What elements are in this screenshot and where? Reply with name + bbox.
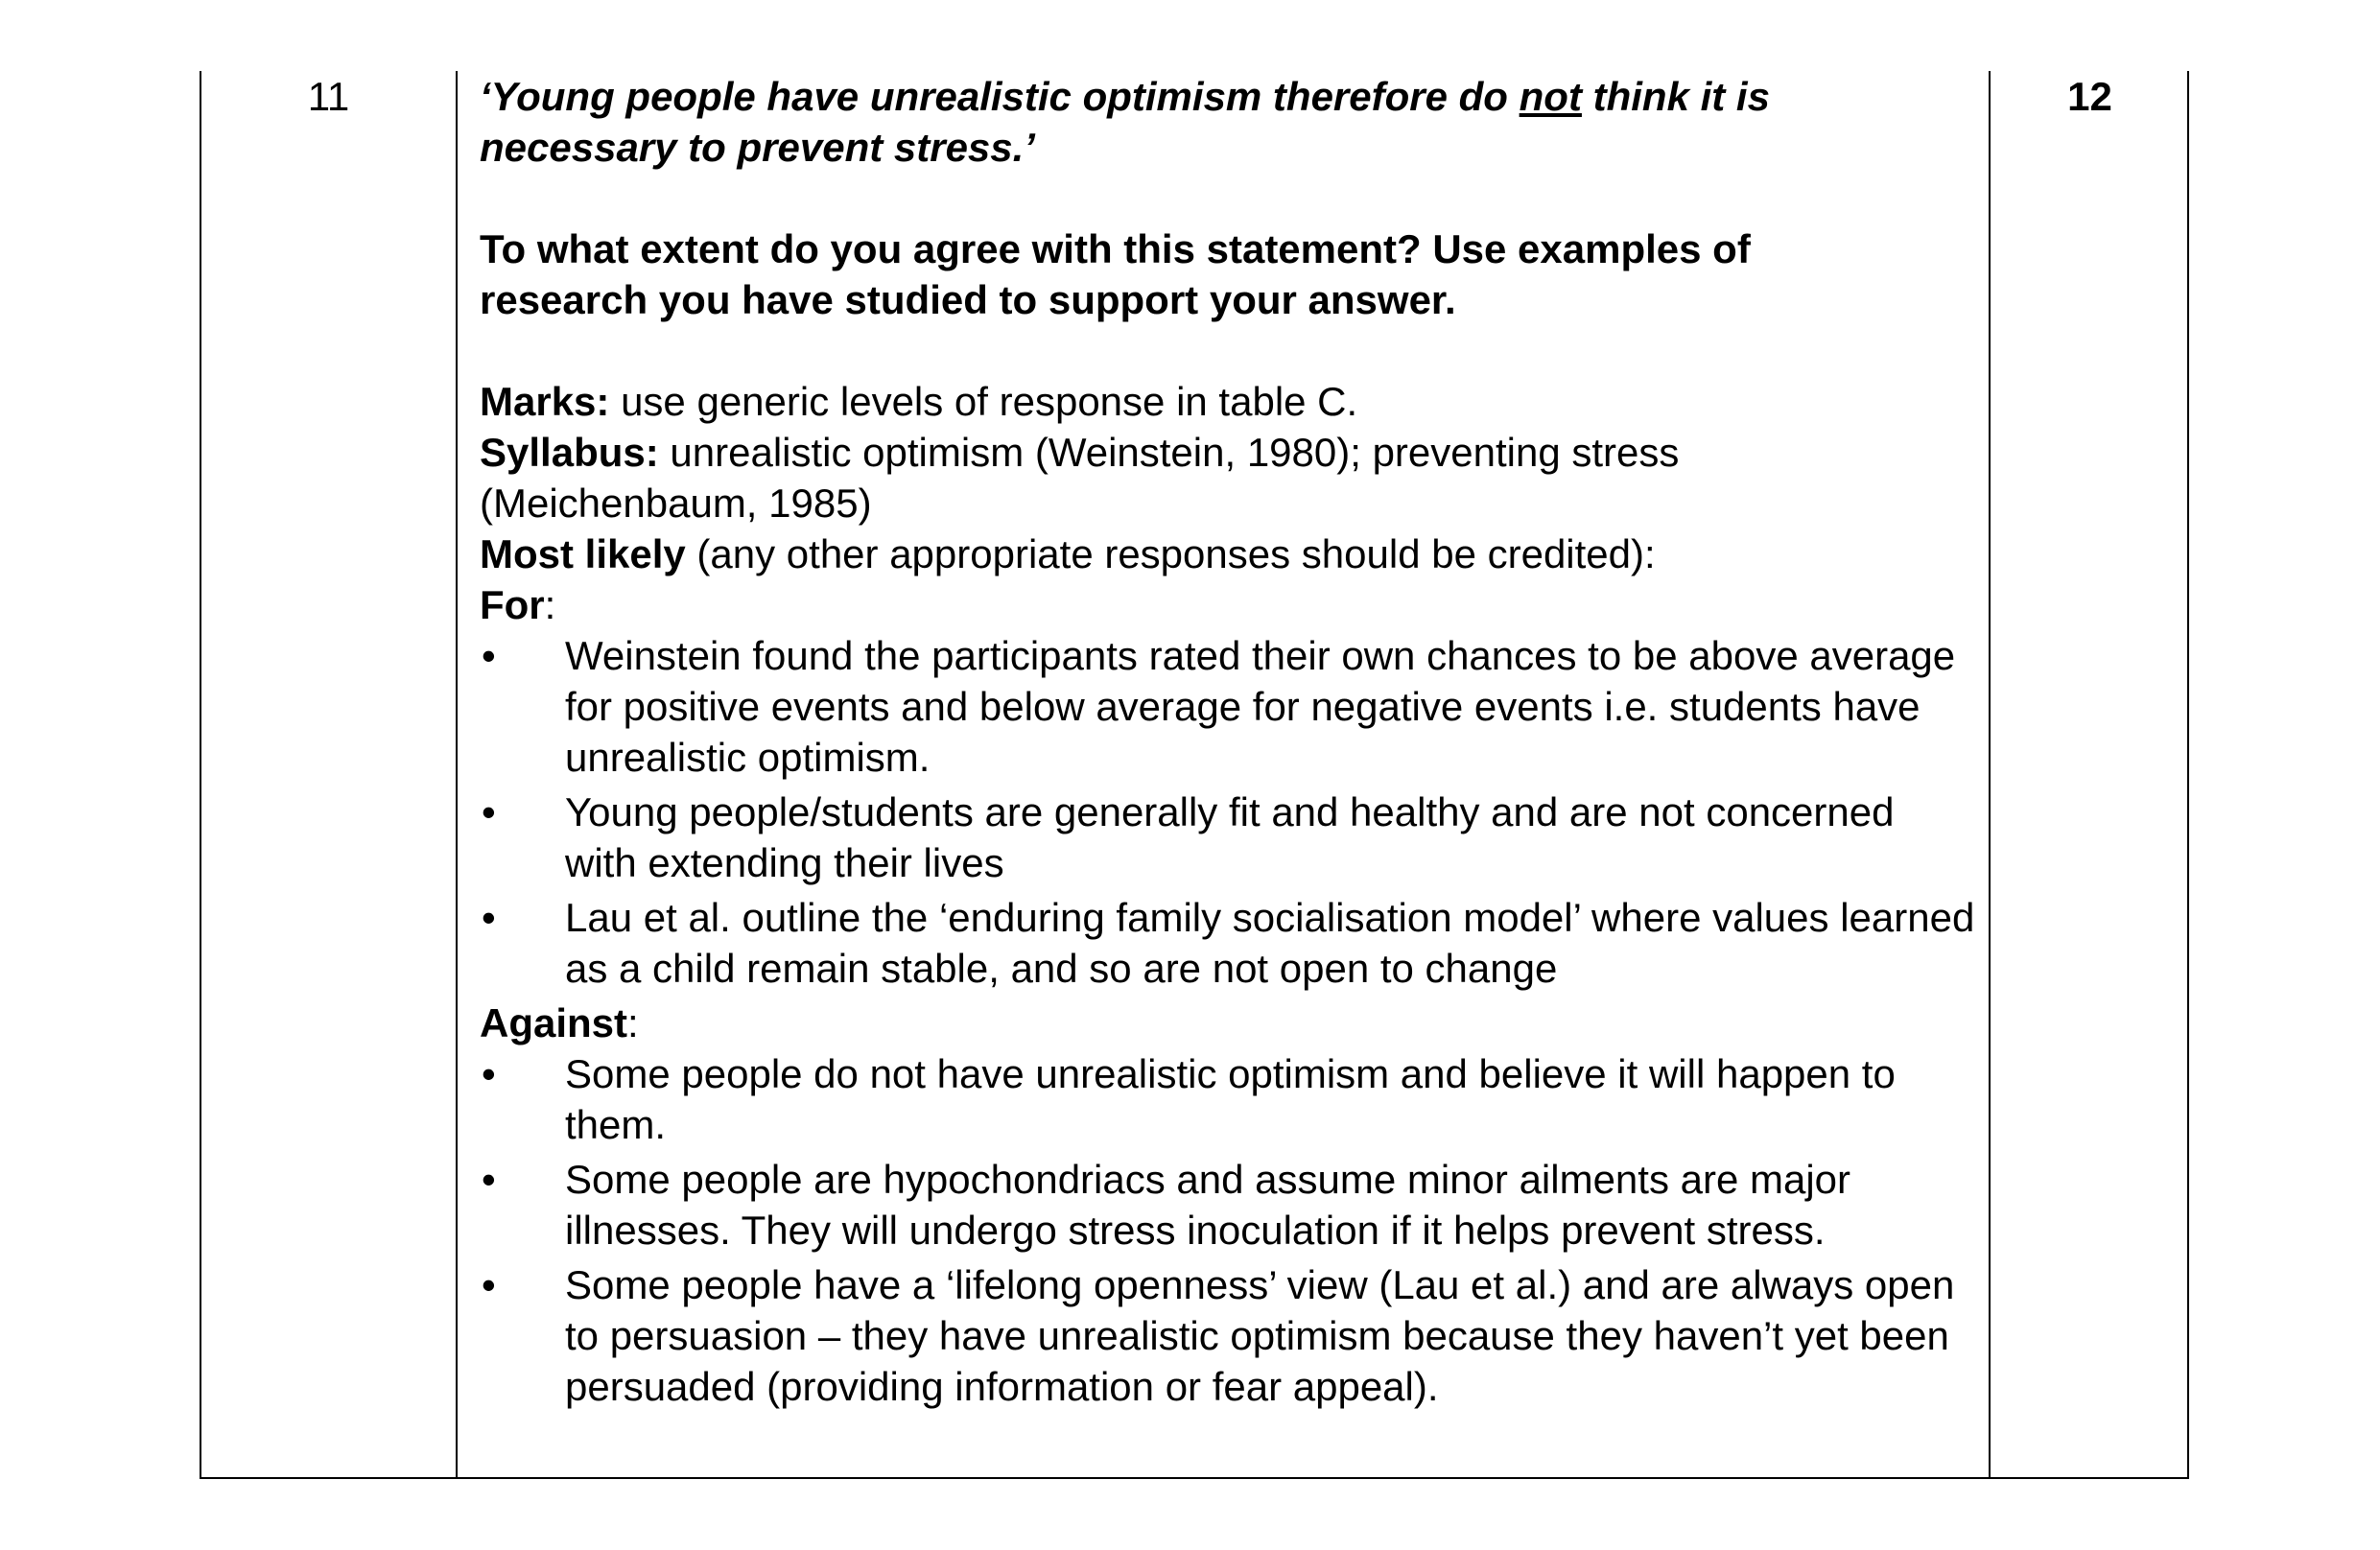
list-item	[480, 1259, 1976, 1412]
bullet-icon: •	[482, 1051, 496, 1096]
list-item-text: Weinstein found the participants rated their own chances to be above average for positive events and below average for negative events i.e. students have unrealistic optimism.	[565, 633, 1956, 780]
syllabus-line	[480, 427, 1823, 528]
list-item-text: Some people are hypochondriacs and assume minor ailments are major illnesses. They will undergo stress inoculation if it helps prevent stress.	[565, 1157, 1851, 1253]
for-heading	[480, 579, 1976, 630]
for-label: For	[480, 582, 545, 627]
for-list	[480, 630, 1976, 994]
bullet-icon: •	[482, 789, 496, 834]
bullet-icon: •	[482, 633, 496, 678]
answer-content	[480, 71, 1976, 1416]
list-item-text: Some people do not have unrealistic optimism and believe it will happen to them.	[565, 1051, 1896, 1147]
list-item	[480, 630, 1976, 783]
question-quote	[480, 71, 1919, 173]
marks-text: use generic levels of response in table C.	[609, 379, 1358, 424]
most-likely-text: (any other appropriate responses should be credited):	[685, 531, 1656, 576]
quote-emphasis: not	[1519, 74, 1582, 119]
bullet-icon: •	[482, 895, 496, 940]
most-likely-label: Most likely	[480, 531, 686, 576]
question-marks: 12	[2067, 74, 2112, 119]
list-item-text: Lau et al. outline the ‘enduring family socialisation model’ where values learned as a child remain stable, and so are not open to change	[565, 895, 1975, 991]
quote-text-1: ‘Young people have unrealistic optimism therefore do	[480, 74, 1520, 119]
mark-scheme-table	[200, 71, 2189, 1479]
list-item-text: Some people have a ‘lifelong openness’ view (Lau et al.) and are always open to persuasion – they have unrealistic optimism because they haven’t yet been persuaded (providing information or fear appeal).	[565, 1262, 1955, 1409]
question-instruction: To what extent do you agree with this statement? Use examples of research you have studied to support your answer.	[480, 226, 1751, 322]
against-heading	[480, 998, 1976, 1048]
syllabus-label: Syllabus:	[480, 430, 659, 475]
list-item	[480, 787, 1976, 888]
against-list	[480, 1048, 1976, 1412]
bullet-icon: •	[482, 1157, 496, 1202]
marks-label: Marks:	[480, 379, 610, 424]
question-number: 11	[307, 74, 350, 119]
marks-line	[480, 376, 1976, 427]
list-item	[480, 1154, 1976, 1256]
against-colon: :	[627, 1000, 639, 1045]
quote-text-2: think it is necessary to prevent stress.’	[480, 74, 1770, 170]
syllabus-text: unrealistic optimism (Weinstein, 1980); preventing stress (Meichenbaum, 1985)	[480, 430, 1680, 526]
column-divider	[1989, 71, 1991, 1477]
list-item	[480, 892, 1976, 994]
column-divider	[456, 71, 458, 1477]
against-label: Against	[480, 1000, 628, 1045]
list-item-text: Young people/students are generally fit and healthy and are not concerned with extending their lives	[565, 789, 1895, 885]
most-likely-line	[480, 528, 1976, 579]
for-colon: :	[544, 582, 556, 627]
list-item	[480, 1048, 1976, 1150]
bullet-icon: •	[482, 1262, 496, 1307]
